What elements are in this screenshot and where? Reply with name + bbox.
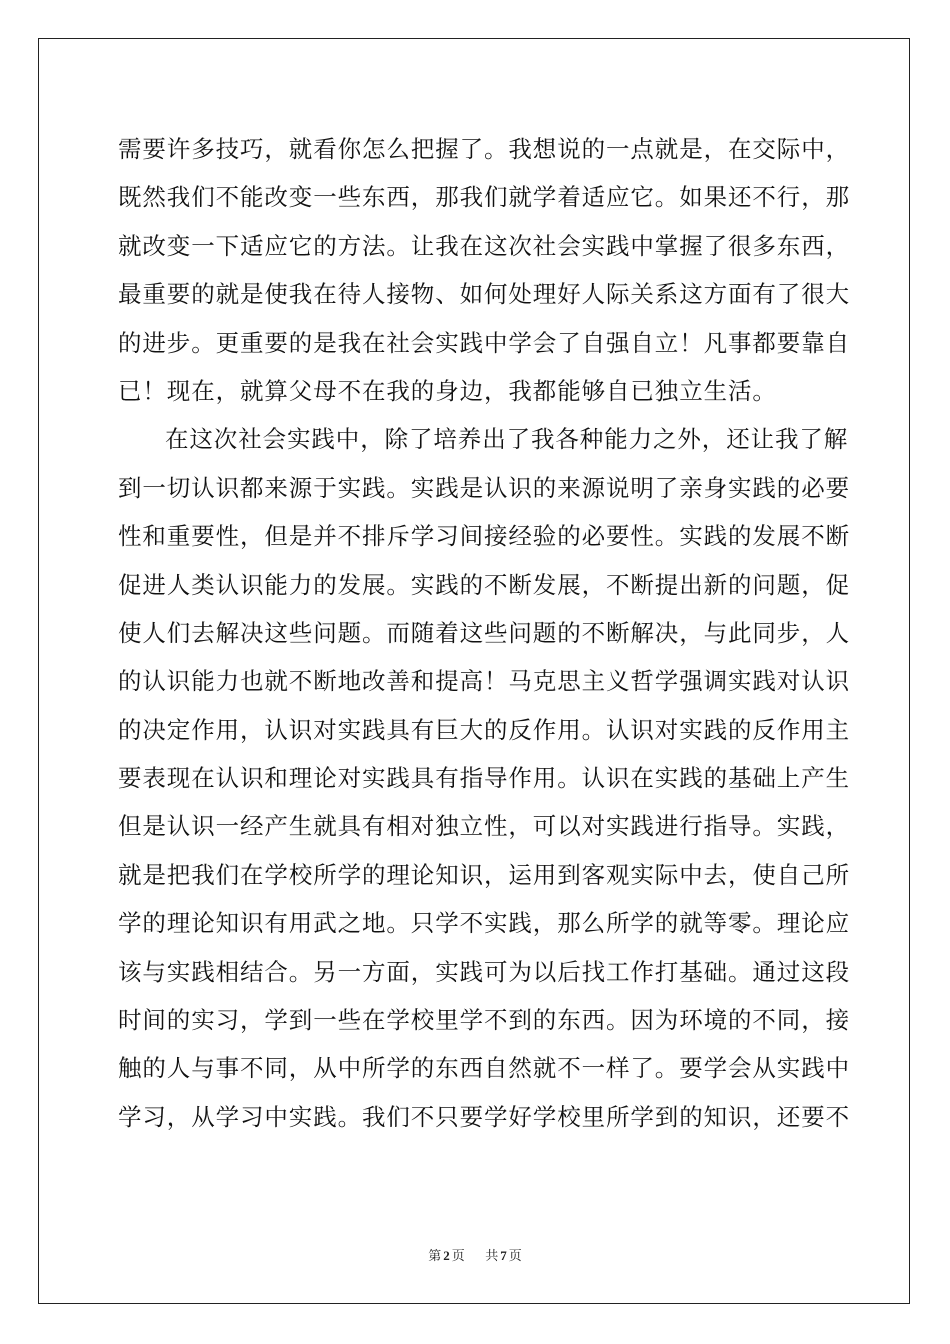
text-line: 就改变一下适应它的方法。让我在这次社会实践中掌握了很多东西， — [118, 231, 850, 260]
paragraph-2 — [118, 415, 850, 1141]
text-line: 的决定作用，认识对实践具有巨大的反作用。认识对实践的反作用主 — [118, 715, 850, 744]
text-line: 已！现在，就算父母不在我的身边，我都能够自已独立生活。 — [118, 376, 777, 405]
page-indicator: 第 2 页 — [428, 1248, 465, 1264]
text-line: 的进步。更重要的是我在社会实践中学会了自强自立！凡事都要靠自 — [118, 328, 850, 357]
text-line: 的认识能力也就不断地改善和提高！马克思主义哲学强调实践对认识 — [118, 667, 850, 696]
document-body — [118, 125, 850, 1141]
text-line: 学的理论知识有用武之地。只学不实践，那么所学的就等零。理论应 — [118, 909, 850, 938]
text-line: 要表现在认识和理论对实践具有指导作用。认识在实践的基础上产生 — [118, 764, 850, 793]
text-line: 促进人类认识能力的发展。实践的不断发展，不断提出新的问题，促 — [118, 570, 850, 599]
text-line: 最重要的就是使我在待人接物、如何处理好人际关系这方面有了很大 — [118, 280, 850, 309]
text-line: 使人们去解决这些问题。而随着这些问题的不断解决，与此同步，人 — [118, 618, 850, 647]
text-line: 到一切认识都来源于实践。实践是认识的来源说明了亲身实践的必要 — [118, 473, 850, 502]
text-line: 需要许多技巧，就看你怎么把握了。我想说的一点就是，在交际中， — [118, 135, 850, 163]
paragraph-1 — [118, 125, 850, 415]
text-line: 在这次社会实践中，除了培养出了我各种能力之外，还让我了解 — [165, 425, 849, 454]
text-line: 该与实践相结合。另一方面，实践可为以后找工作打基础。通过这段 — [118, 957, 850, 986]
text-line: 就是把我们在学校所学的理论知识，运用到客观实际中去，使自己所 — [118, 860, 850, 889]
text-line: 但是认识一经产生就具有相对独立性，可以对实践进行指导。实践， — [118, 812, 850, 841]
text-line: 学习，从学习中实践。我们不只要学好学校里所学到的知识，还要不 — [118, 1102, 850, 1131]
text-line: 既然我们不能改变一些东西，那我们就学着适应它。如果还不行，那 — [118, 183, 850, 212]
page-footer — [0, 1245, 950, 1264]
text-line: 时间的实习，学到一些在学校里学不到的东西。因为环境的不同，接 — [118, 1006, 850, 1035]
total-pages-indicator: 共 7 页 — [485, 1248, 522, 1264]
text-line: 性和重要性，但是并不排斥学习间接经验的必要性。实践的发展不断 — [118, 522, 850, 551]
text-line: 触的人与事不同，从中所学的东西自然就不一样了。要学会从实践中 — [118, 1054, 850, 1083]
